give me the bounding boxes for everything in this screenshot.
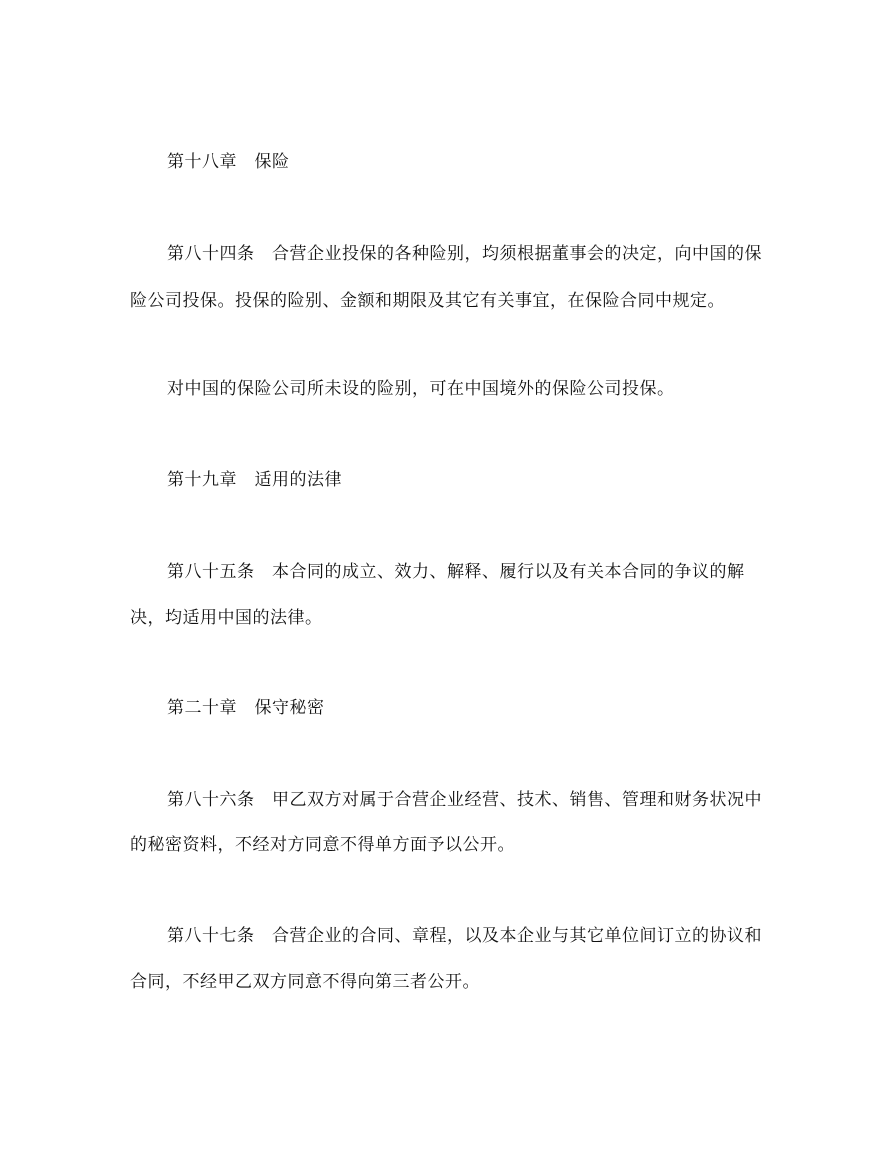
article-86-line-2: 的秘密资料，不经对方同意不得单方面予以公开。 <box>130 835 515 855</box>
article-84-line-1: 第八十四条 合营企业投保的各种险别，均须根据董事会的决定，向中国的保 <box>167 244 762 264</box>
article-85-line-2: 决，均适用中国的法律。 <box>130 608 323 628</box>
article-84-line-2: 险公司投保。投保的险别、金额和期限及其它有关事宜，在保险合同中规定。 <box>130 291 725 311</box>
article-84-paragraph-2: 对中国的保险公司所未设的险别，可在中国境外的保险公司投保。 <box>167 379 675 399</box>
chapter-heading-18: 第十八章 保险 <box>167 152 290 172</box>
article-86-line-1: 第八十六条 甲乙双方对属于合营企业经营、技术、销售、管理和财务状况中 <box>167 790 762 810</box>
chapter-heading-20: 第二十章 保守秘密 <box>167 698 325 718</box>
chapter-heading-19: 第十九章 适用的法律 <box>167 470 342 490</box>
article-85-line-1: 第八十五条 本合同的成立、效力、解释、履行以及有关本合同的争议的解 <box>167 562 745 582</box>
article-87-line-2: 合同，不经甲乙双方同意不得向第三者公开。 <box>130 972 480 992</box>
article-87-line-1: 第八十七条 合营企业的合同、章程，以及本企业与其它单位间订立的协议和 <box>167 926 762 946</box>
